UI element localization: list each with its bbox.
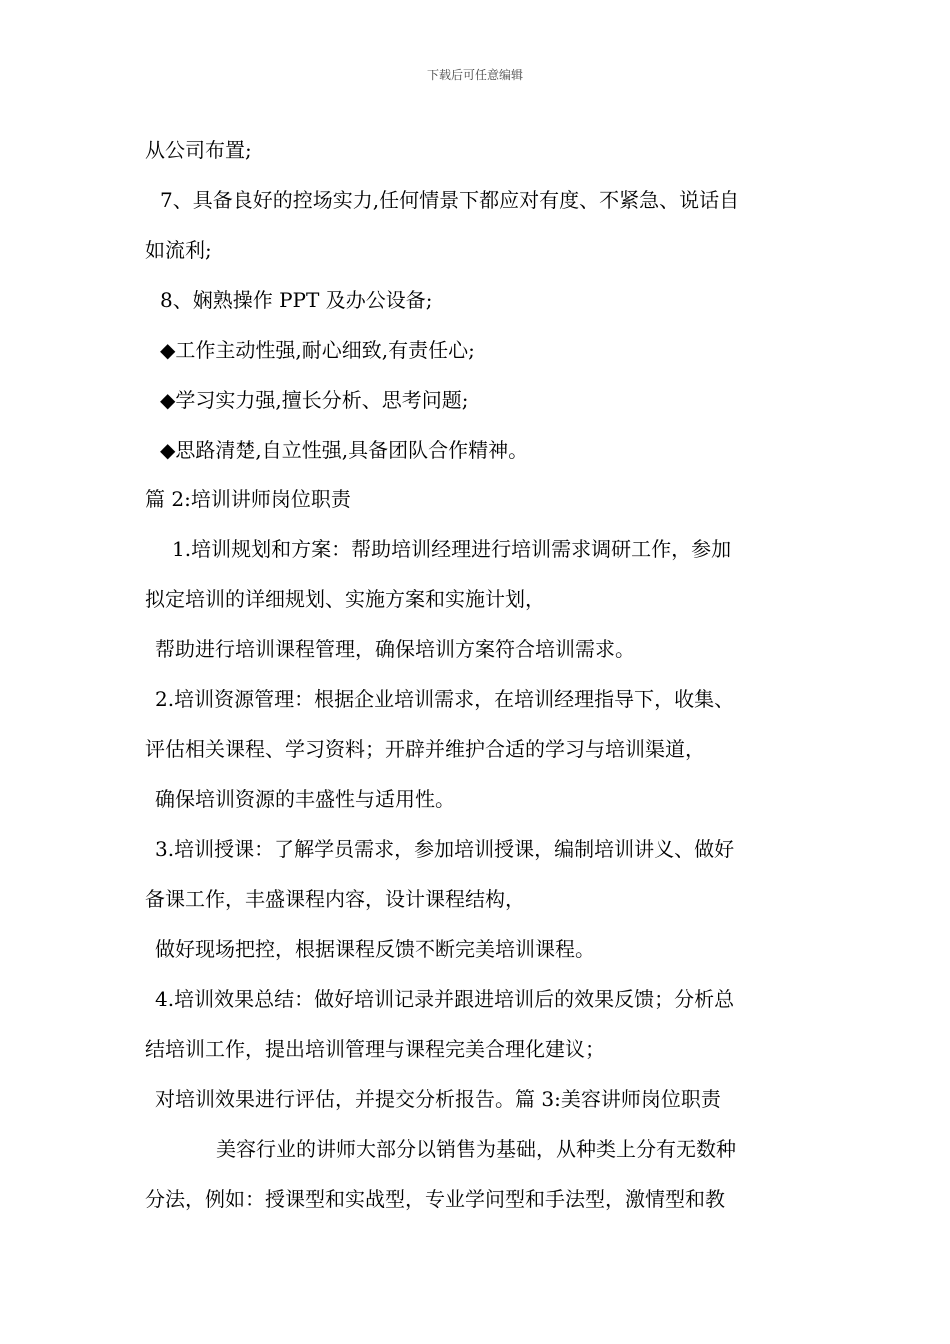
- body-line-18: 4.培训效果总结：做好培训记录并跟进培训后的效果反馈；分析总: [155, 987, 735, 1011]
- body-line-5: ◆工作主动性强,耐心细致,有责任心;: [160, 338, 475, 362]
- body-line-15: 3.培训授课：了解学员需求，参加培训授课，编制培训讲义、做好: [155, 837, 735, 861]
- body-line-22: 分法，例如：授课型和实战型，专业学问型和手法型，激情型和教: [145, 1187, 725, 1211]
- body-line-6: ◆学习实力强,擅长分析、思考问题;: [160, 388, 469, 412]
- page-header: 下载后可任意编辑: [426, 68, 523, 82]
- body-line-14: 确保培训资源的丰盛性与适用性。: [155, 787, 455, 811]
- body-line-1: 从公司布置;: [145, 138, 252, 162]
- body-line-17: 做好现场把控，根据课程反馈不断完美培训课程。: [155, 937, 595, 961]
- body-line-11: 帮助进行培训课程管理，确保培训方案符合培训需求。: [155, 637, 635, 661]
- body-line-4: 8、娴熟操作 PPT 及办公设备;: [160, 288, 433, 312]
- body-line-19: 结培训工作，提出培训管理与课程完美合理化建议；: [145, 1037, 605, 1061]
- body-line-12: 2.培训资源管理：根据企业培训需求，在培训经理指导下，收集、: [155, 687, 735, 711]
- body-line-2: 7、具备良好的控场实力,任何情景下都应对有度、不紧急、说话自: [160, 188, 740, 212]
- body-line-3: 如流利;: [145, 238, 212, 262]
- body-line-21: 美容行业的讲师大部分以销售为基础，从种类上分有无数种: [216, 1137, 736, 1161]
- section-heading-2: 篇 2:培训讲师岗位职责: [145, 487, 351, 511]
- body-line-7: ◆思路清楚,自立性强,具备团队合作精神。: [160, 438, 529, 462]
- body-line-16: 备课工作，丰盛课程内容，设计课程结构，: [145, 887, 525, 911]
- body-line-20: 对培训效果进行评估，并提交分析报告。篇 3:美容讲师岗位职责: [155, 1087, 721, 1111]
- body-line-10: 拟定培训的详细规划、实施方案和实施计划，: [145, 587, 545, 611]
- body-line-13: 评估相关课程、学习资料；开辟并维护合适的学习与培训渠道，: [145, 737, 705, 761]
- body-line-9: 1.培训规划和方案：帮助培训经理进行培训需求调研工作，参加: [172, 537, 732, 561]
